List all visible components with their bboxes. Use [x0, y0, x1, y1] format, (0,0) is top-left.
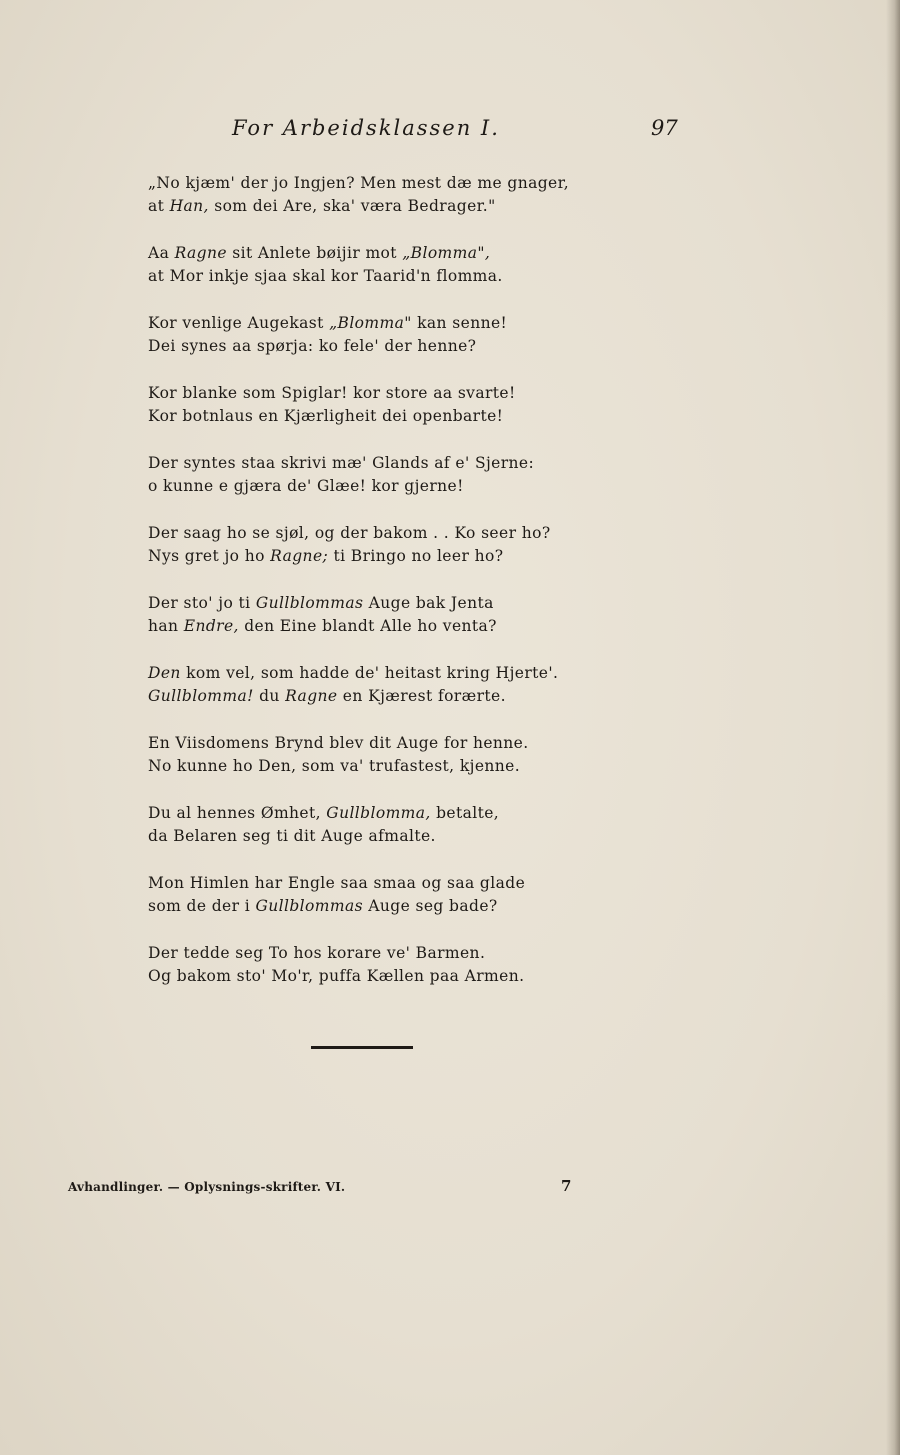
poem-line: [148, 592, 588, 615]
line-italic-text: „Blomma",: [402, 244, 491, 262]
line-text: kom vel, som hadde de' heitast kring Hjerte'.: [180, 664, 559, 682]
poem-line: [148, 545, 588, 568]
line-text: Aa: [148, 244, 175, 262]
line-text: den Eine blandt Alle ho venta?: [238, 616, 497, 635]
poem-line: [148, 452, 588, 475]
poem-line: [148, 312, 588, 335]
line-text: Kor venlige Augekast: [148, 314, 330, 332]
line-text: ti Bringo no leer ho?: [328, 546, 504, 565]
page-number: 97: [651, 116, 678, 140]
line-text: o kunne e gjæra de' Glæe! kor gjerne!: [148, 476, 464, 495]
line-text: Auge bak Jenta: [363, 594, 494, 612]
line-text: du: [253, 686, 286, 705]
line-text: „No kjæm' der jo Ingjen? Men mest dæ me gnager,: [148, 174, 570, 192]
line-italic-text: Gullblommas: [255, 594, 364, 612]
poem-line: [148, 242, 588, 265]
line-text: En Viisdomens Brynd blev dit Auge for henne.: [148, 734, 529, 752]
poem-line: [148, 405, 588, 428]
line-italic-text: Endre,: [183, 616, 239, 635]
poem-line: [148, 732, 588, 755]
running-head: For Arbeidsklassen I.: [232, 116, 500, 140]
line-text: at Mor inkje sjaa skal kor Taarid'n flomma.: [148, 266, 503, 285]
stanza: [148, 382, 588, 427]
line-text: No kunne ho Den, som va' trufastest, kjenne.: [148, 756, 521, 775]
line-text: Auge seg bade?: [362, 896, 498, 915]
poem-line: [148, 895, 588, 918]
poem-line: [148, 522, 588, 545]
poem-line: [148, 172, 588, 195]
line-italic-text: „Blomma": [329, 314, 412, 332]
line-italic-text: Ragne;: [270, 546, 329, 565]
footer-signature-mark: 7: [561, 1177, 572, 1195]
line-text: Der syntes staa skrivi mæ' Glands af e' Sjerne:: [148, 454, 535, 472]
poem-line: [148, 335, 588, 358]
line-italic-text: Ragne: [174, 244, 227, 262]
line-italic-text: Gullblomma,: [326, 804, 431, 822]
stanza: [148, 802, 588, 847]
poem-line: [148, 662, 588, 685]
line-text: Du al hennes Ømhet,: [148, 804, 327, 822]
line-text: betalte,: [430, 804, 500, 822]
line-text: Kor botnlaus en Kjærligheit dei openbarte!: [148, 406, 504, 425]
poem-line: [148, 195, 588, 218]
line-text: Der sto' jo ti: [148, 594, 256, 612]
line-text: som de der i: [148, 896, 256, 915]
poem-line: [148, 265, 588, 288]
line-text: da Belaren seg ti dit Auge afmalte.: [148, 826, 436, 845]
stanza: [148, 872, 588, 917]
stanza: [148, 522, 588, 567]
line-text: Nys gret jo ho: [148, 546, 271, 565]
stanza: [148, 942, 588, 987]
poem-line: [148, 965, 588, 988]
line-text: han: [148, 616, 184, 635]
line-italic-text: Han,: [169, 196, 209, 215]
footer-series-title: Avhandlinger. — Oplysnings-skrifter. VI.: [68, 1180, 346, 1194]
poem-line: [148, 755, 588, 778]
line-italic-text: Den: [148, 664, 181, 682]
poem-line: [148, 382, 588, 405]
poem-line: [148, 475, 588, 498]
poem-line: [148, 802, 588, 825]
line-text: som dei Are, ska' væra Bedrager.": [208, 196, 496, 215]
poem-line: [148, 825, 588, 848]
poem-line: [148, 615, 588, 638]
stanza: [148, 242, 588, 287]
line-text: kan senne!: [411, 314, 508, 332]
stanza: [148, 592, 588, 637]
stanza: [148, 732, 588, 777]
stanza: [148, 452, 588, 497]
line-text: sit Anlete bøijir mot: [226, 244, 403, 262]
line-italic-text: Gullblomma!: [148, 686, 254, 705]
line-text: at: [148, 196, 170, 215]
poem-body: [148, 172, 588, 1012]
stanza: [148, 172, 588, 217]
line-text: en Kjærest forærte.: [337, 686, 506, 705]
line-text: Mon Himlen har Engle saa smaa og saa glade: [148, 874, 526, 892]
poem-line: [148, 872, 588, 895]
section-end-rule: [311, 1046, 413, 1049]
line-text: Der tedde seg To hos korare ve' Barmen.: [148, 944, 486, 962]
line-text: Der saag ho se sjøl, og der bakom . . Ko seer ho?: [148, 524, 551, 542]
line-italic-text: Ragne: [285, 686, 338, 705]
line-text: Kor blanke som Spiglar! kor store aa svarte!: [148, 384, 516, 402]
poem-line: [148, 685, 588, 708]
stanza: [148, 662, 588, 707]
stanza: [148, 312, 588, 357]
page-edge-shadow: [886, 0, 900, 1455]
line-text: Og bakom sto' Mo'r, puffa Kællen paa Armen.: [148, 966, 525, 985]
line-italic-text: Gullblommas: [255, 896, 363, 915]
poem-line: [148, 942, 588, 965]
line-text: Dei synes aa spørja: ko fele' der henne?: [148, 336, 477, 355]
